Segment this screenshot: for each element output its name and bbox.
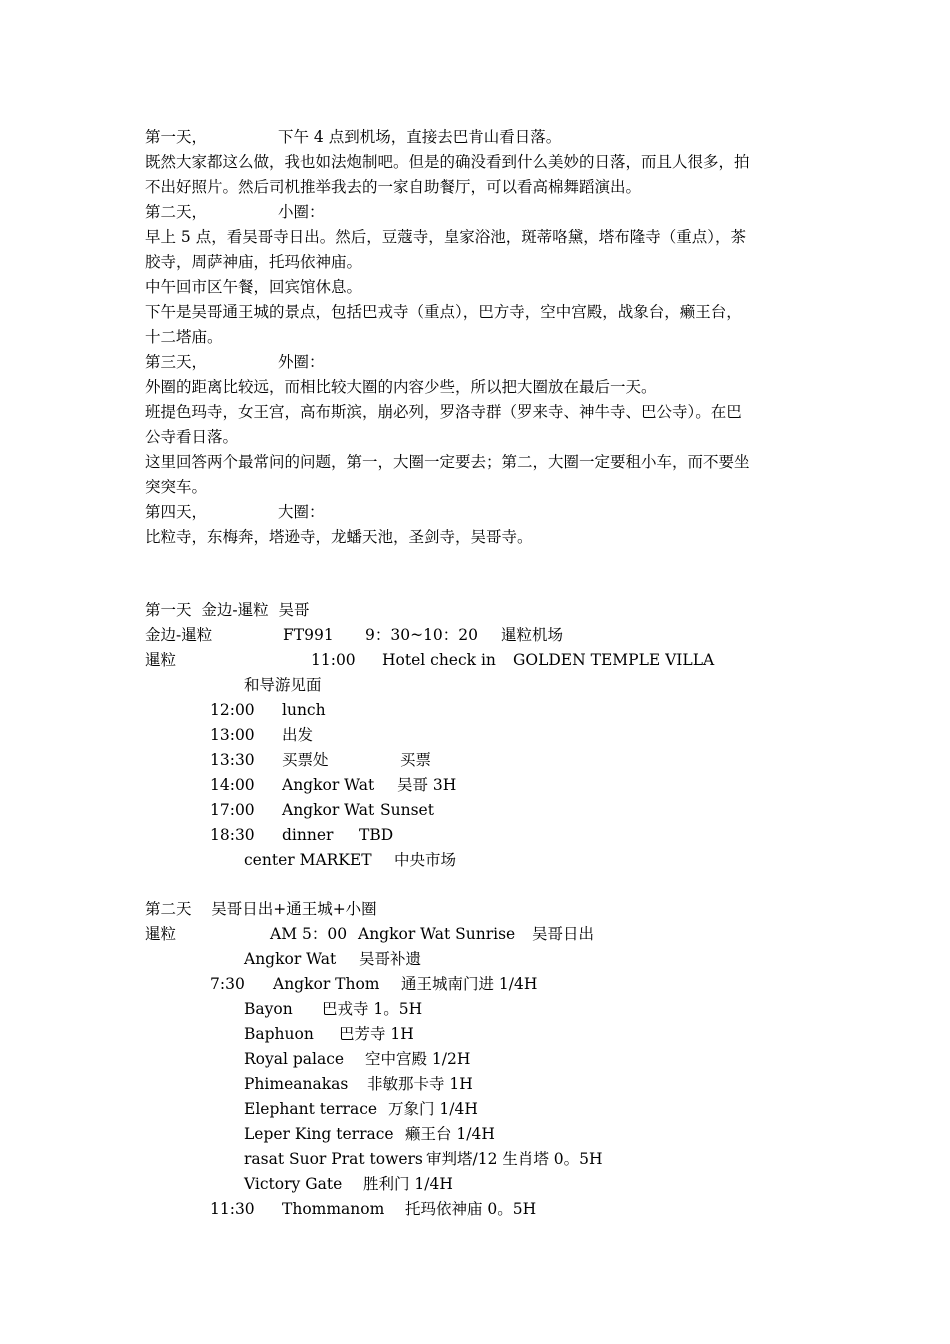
paragraph-line: 下午是吴哥通王城的景点，包括巴戎寺（重点），巴方寺，空中宫殿，战象台，癞王台， xyxy=(145,303,742,321)
stop-place: Baphuon xyxy=(244,1025,314,1043)
schedule-note: TBD xyxy=(359,826,394,844)
hotel-name: GOLDEN TEMPLE VILLA xyxy=(513,651,715,669)
paragraph-line: 胶寺，周萨神庙，托玛依神庙。 xyxy=(145,253,363,271)
stop-note: 巴芳寺 1H xyxy=(339,1025,414,1043)
schedule-time: 14:00 xyxy=(210,776,255,794)
stop-place: Royal palace xyxy=(244,1050,345,1068)
thommanom-row xyxy=(210,1199,537,1299)
schedule-note: Sunset xyxy=(380,801,434,819)
stop-place: Victory Gate xyxy=(244,1175,343,1193)
schedule-time: 18:30 xyxy=(210,826,255,844)
stop-place: Thommanom xyxy=(282,1200,385,1218)
paragraph-line: 中午回市区午餐，回宾馆休息。 xyxy=(145,278,363,296)
paragraph-line: 既然大家都这么做，我也如法炮制吧。但是的确没看到什么美妙的日落，而且人很多，拍 xyxy=(145,153,750,171)
sunrise-place: Angkor Wat Sunrise xyxy=(358,925,516,943)
stop-place: Bayon xyxy=(244,1000,293,1018)
paragraph-line: 班提色玛寺，女王宫，高布斯滨，崩必列，罗洛寺群（罗来寺、神牛寺、巴公寺）。在巴 xyxy=(145,403,742,421)
schedule-activity: 买票处 xyxy=(282,751,329,769)
stop-note: 巴戎寺 1。5H xyxy=(322,1000,423,1018)
schedule-time: 13:30 xyxy=(210,751,255,769)
paragraph-line: 外圈的距离比较远，而相比较大圈的内容少些，所以把大圈放在最后一天。 xyxy=(145,378,657,396)
market-english: center MARKET xyxy=(244,851,372,869)
stop-place: Leper King terrace xyxy=(244,1125,394,1143)
schedule-activity: Angkor Wat xyxy=(282,801,375,819)
schedule-note: 吴哥 3H xyxy=(397,776,457,794)
flight-time: 9：30~10：20 xyxy=(365,626,479,644)
city: 暹粒 xyxy=(145,651,177,669)
city: 暹粒 xyxy=(145,925,177,943)
day1-title: 下午 4 点到机场，直接去巴肯山看日落。 xyxy=(278,128,562,146)
stop-place: rasat Suor Prat towers xyxy=(244,1150,423,1168)
stop-note: 非敏那卡寺 1H xyxy=(367,1075,473,1093)
day4-title: 大圈： xyxy=(278,503,325,521)
stop-place: Phimeanakas xyxy=(244,1075,349,1093)
schedule-time: 12:00 xyxy=(210,701,255,719)
paragraph-line: 早上 5 点，看吴哥寺日出。然后，豆蔻寺，皇家浴池，斑蒂咯黛，塔布隆寺（重点），茶 xyxy=(145,228,746,246)
stop-note: 胜利门 1/4H xyxy=(363,1175,453,1193)
day3-label: 第三天， xyxy=(145,353,208,371)
sunrise-note: 吴哥日出 xyxy=(532,925,595,943)
day4-label: 第四天， xyxy=(145,503,208,521)
schedule-activity: lunch xyxy=(282,701,326,719)
paragraph-line: 突突车。 xyxy=(145,478,208,496)
sunrise-time: AM 5：00 xyxy=(270,925,348,943)
stop-note: 审判塔/12 生肖塔 0。5H xyxy=(426,1150,603,1168)
stop-note: 托玛依神庙 0。5H xyxy=(405,1200,537,1218)
paragraph-line: 这里回答两个最常问的问题，第一，大圈一定要去；第二，大圈一定要租小车，而不要坐 xyxy=(145,453,750,471)
stop-place: Angkor Thom xyxy=(273,975,380,993)
paragraph-line: 公寺看日落。 xyxy=(145,428,239,446)
flight-route: 金边-暹粒 xyxy=(145,626,213,644)
paragraph-line: 十二塔庙。 xyxy=(145,328,223,346)
day1-label: 第一天， xyxy=(145,128,208,146)
stop-place: Elephant terrace xyxy=(244,1100,378,1118)
guide-meeting: 和导游见面 xyxy=(244,676,322,694)
stop-note: 通王城南门进 1/4H xyxy=(401,975,538,993)
stop-note: 空中宫殿 1/2H xyxy=(365,1050,471,1068)
stop-note: 吴哥补遗 xyxy=(359,950,422,968)
stop-place: Angkor Wat xyxy=(244,950,337,968)
flight-number: FT991 xyxy=(283,626,334,644)
paragraph-line: 不出好照片。然后司机推举我去的一家自助餐厅，可以看高棉舞蹈演出。 xyxy=(145,178,642,196)
schedule-activity: dinner xyxy=(282,826,334,844)
schedule-time: 17:00 xyxy=(210,801,255,819)
schedule-activity: 出发 xyxy=(282,726,314,744)
schedule-time: 7:30 xyxy=(210,975,245,993)
schedule-note: 买票 xyxy=(400,751,432,769)
day2-label: 第二天， xyxy=(145,203,208,221)
stop-note: 万象门 1/4H xyxy=(388,1100,478,1118)
itinerary-day2-heading: 第二天 吴哥日出+通王城+小圈 xyxy=(145,900,377,918)
day2-title: 小圈： xyxy=(278,203,325,221)
checkin-label: Hotel check in xyxy=(382,651,496,669)
day3-title: 外圈： xyxy=(278,353,325,371)
schedule-activity: Angkor Wat xyxy=(282,776,375,794)
stop-note: 癞王台 1/4H xyxy=(405,1125,495,1143)
flight-destination: 暹粒机场 xyxy=(501,626,564,644)
schedule-time: 11:30 xyxy=(210,1200,255,1218)
schedule-time: 13:00 xyxy=(210,726,255,744)
checkin-time: 11:00 xyxy=(311,651,356,669)
itinerary-day1-heading: 第一天 金边-暹粒 吴哥 xyxy=(145,601,310,619)
paragraph-line: 比粒寺，东梅奔，塔逊寺，龙蟠天池，圣剑寺，吴哥寺。 xyxy=(145,528,533,546)
market-chinese: 中央市场 xyxy=(394,851,457,869)
